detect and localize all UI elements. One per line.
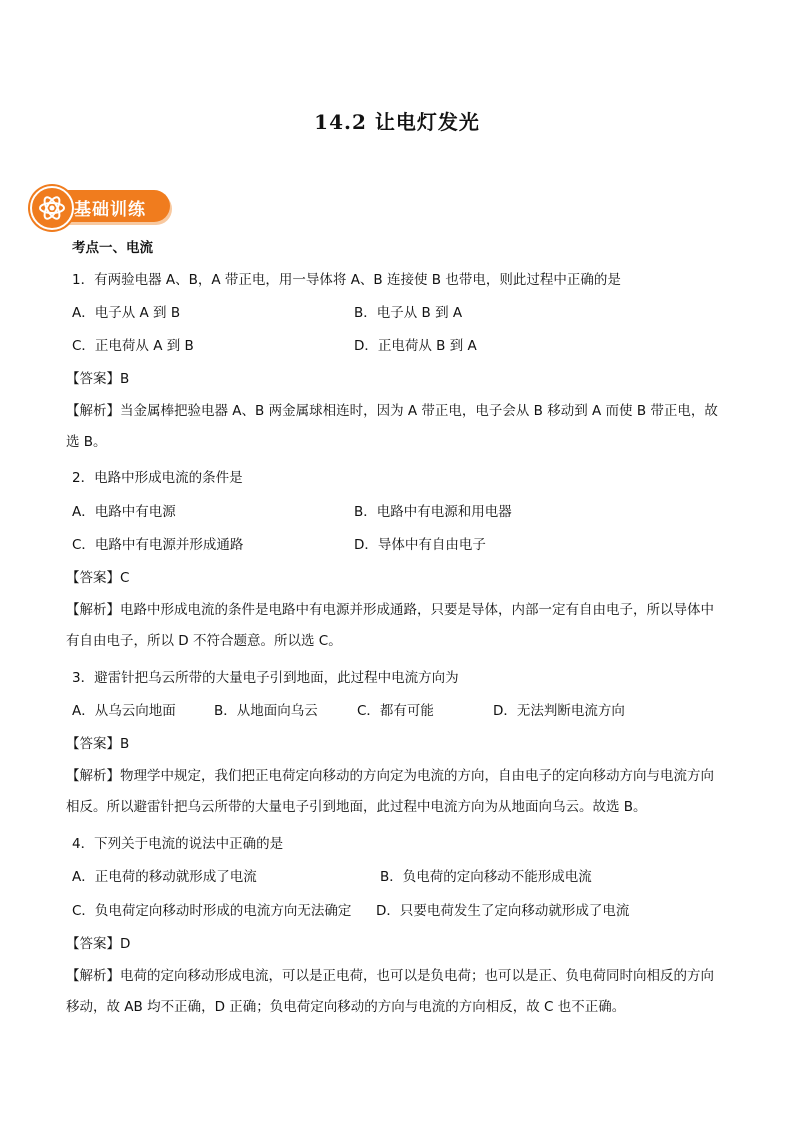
question-4-option-c: C．负电荷定向移动时形成的电流方向无法确定 [72, 903, 352, 919]
question-1-answer: 【答案】B [66, 371, 130, 387]
question-3-option-b: B．从地面向乌云 [214, 703, 318, 719]
banner-icon-circle [30, 186, 74, 230]
question-3-answer: 【答案】B [66, 736, 130, 752]
question-2-analysis: 【解析】电路中形成电流的条件是电路中有电源并形成通路，只要是导体，内部一定有自由电子，所以导体中有自由电子，所以 D 不符合题意。所以选 C。 [66, 602, 714, 649]
question-3-stem: 3．避雷针把乌云所带的大量电子引到地面，此过程中电流方向为 [72, 670, 459, 686]
page-title: 14.2 让电灯发光 [314, 110, 480, 134]
question-4-option-b: B．负电荷的定向移动不能形成电流 [380, 869, 592, 885]
question-1-option-c: C．正电荷从 A 到 B [72, 338, 194, 354]
question-4-answer: 【答案】D [66, 936, 131, 952]
question-1-stem: 1．有两验电器 A、B，A 带正电，用一导体将 A、B 连接使 B 也带电，则此过程中正确的是 [72, 272, 621, 288]
question-1-option-b: B．电子从 B 到 A [354, 305, 463, 321]
question-4-analysis: 【解析】电荷的定向移动形成电流，可以是正电荷，也可以是负电荷；也可以是正、负电荷同时向相反的方向移动，故 AB 均不正确，D 正确；负电荷定向移动的方向与电流的方向相反，故 C 也不正确。 [66, 968, 714, 1015]
question-2-answer: 【答案】C [66, 570, 130, 586]
question-2-option-b: B．电路中有电源和用电器 [354, 504, 512, 520]
question-3-analysis: 【解析】物理学中规定，我们把正电荷定向移动的方向定为电流的方向，自由电子的定向移动方向与电流方向相反。所以避雷针把乌云所带的大量电子引到地面，此过程中电流方向为从地面向乌云。故选 B。 [66, 768, 714, 815]
question-4-option-d: D．只要电荷发生了定向移动就形成了电流 [376, 903, 630, 919]
atom-icon [37, 193, 67, 223]
question-1-option-a: A．电子从 A 到 B [72, 305, 181, 321]
question-2-option-c: C．电路中有电源并形成通路 [72, 537, 244, 553]
question-3-option-a: A．从乌云向地面 [72, 703, 176, 719]
topic-heading: 考点一、电流 [72, 240, 153, 256]
question-4-option-a: A．正电荷的移动就形成了电流 [72, 869, 257, 885]
question-3-option-d: D．无法判断电流方向 [493, 703, 625, 719]
question-4-stem: 4．下列关于电流的说法中正确的是 [72, 836, 284, 852]
question-1-option-d: D．正电荷从 B 到 A [354, 338, 477, 354]
section-banner-label: 基础训练 [74, 200, 146, 220]
question-2-stem: 2．电路中形成电流的条件是 [72, 470, 243, 486]
question-2-option-d: D．导体中有自由电子 [354, 537, 486, 553]
question-3-option-c: C．都有可能 [357, 703, 434, 719]
section-banner [30, 186, 172, 228]
question-2-option-a: A．电路中有电源 [72, 504, 176, 520]
question-1-analysis: 【解析】当金属棒把验电器 A、B 两金属球相连时，因为 A 带正电，电子会从 B 移动到 A 而使 B 带正电，故选 B。 [66, 403, 718, 450]
